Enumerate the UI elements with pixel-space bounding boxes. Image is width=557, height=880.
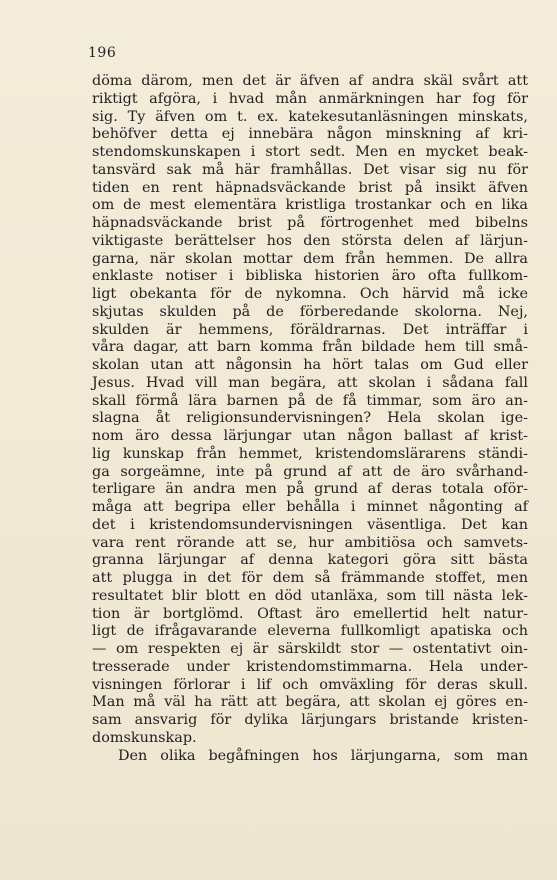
text-line: våra dagar, att barn komma från bildade hem till små- (92, 339, 528, 356)
text-line: tion är bortglömd. Oftast äro emellertid helt natur- (92, 605, 528, 622)
text-line: måga att begripa eller behålla i minnet någonting af (92, 499, 528, 515)
text-line: behöfver detta ej innebära någon minskning af kri- (92, 126, 528, 143)
text-line: skall förmå lära barnen på de få timmar, som äro an- (92, 392, 528, 409)
text-line: visningen förlorar i lif och omväxling för deras skull. (92, 676, 528, 693)
text-line: vara rent rörande att se, hur ambitiösa och samvets- (92, 534, 528, 551)
text-line: om de mest elementära kristliga trostankar och en lika (92, 197, 528, 214)
text-line: sig. Ty äfven om t. ex. katekesutanläsningen minskats, (92, 108, 528, 125)
text-line: — om respekten ej är särskildt stor — ostentativt oin- (92, 641, 528, 657)
text-line: enklaste notiser i bibliska historien äro ofta fullkom- (92, 268, 528, 285)
text-line: skjutas skulden på de förberedande skolorna. Nej, (92, 303, 528, 320)
text-line: tresserade under kristendomstimmarna. Hela under- (92, 658, 528, 675)
text-line: lig kunskap från hemmet, kristendomslärarens ständi- (92, 445, 528, 462)
text-line: skulden är hemmens, föräldrarnas. Det inträffar i (92, 321, 528, 338)
text-line: stendomskunskapen i stort sedt. Men en mycket beak- (92, 144, 528, 160)
text-line: viktigaste berättelser hos den största delen af lärjun- (92, 232, 528, 249)
page-number: 196 (88, 45, 117, 61)
text-line: ga sorgeämne, inte på grund af att de äro svårhand- (92, 463, 528, 480)
text-line: garna, när skolan mottar dem från hemmen. De allra (92, 250, 528, 267)
text-line: häpnadsväckande brist på förtrogenhet med bibelns (92, 215, 528, 231)
text-line: det i kristendomsundervisningen väsentliga. Det kan (92, 516, 528, 533)
text-line: Man må väl ha rätt att begära, att skolan ej göres en- (92, 694, 528, 711)
text-line: skolan utan att någonsin ha hört talas om Gud eller (92, 357, 528, 373)
text-line: nom äro dessa lärjungar utan någon ballast af krist- (92, 428, 528, 444)
text-line: Jesus. Hvad vill man begära, att skolan i sådana fall (92, 374, 528, 391)
text-line: döma därom, men det är äfven af andra skäl svårt att (92, 73, 528, 89)
text-line: terligare än andra men på grund af deras totala oför- (92, 481, 528, 498)
body-text (92, 73, 528, 765)
text-line: Den olika begåfningen hos lärjungarna, som man (118, 747, 528, 764)
text-line: granna lärjungar af denna kategori göra sitt bästa (92, 552, 528, 569)
text-line: tansvärd sak må här framhållas. Det visar sig nu för (92, 161, 528, 178)
text-line: riktigt afgöra, i hvad mån anmärkningen har fog för (92, 90, 528, 107)
text-line: ligt obekanta för de nykomna. Och härvid må icke (92, 286, 528, 302)
text-line: slagna åt religionsundervisningen? Hela skolan ige- (92, 410, 528, 427)
text-line: tiden en rent häpnadsväckande brist på insikt äfven (92, 179, 528, 196)
text-line: sam ansvarig för dylika lärjungars bristande kristen- (92, 712, 528, 728)
text-line: ligt de ifrågavarande eleverna fullkomligt apatiska och (92, 623, 528, 640)
text-line: att plugga in det för dem så främmande stoffet, men (92, 570, 528, 586)
text-line: resultatet blir blott en död utanläxa, som till nästa lek- (92, 587, 528, 604)
text-line: domskunskap. (92, 729, 197, 746)
